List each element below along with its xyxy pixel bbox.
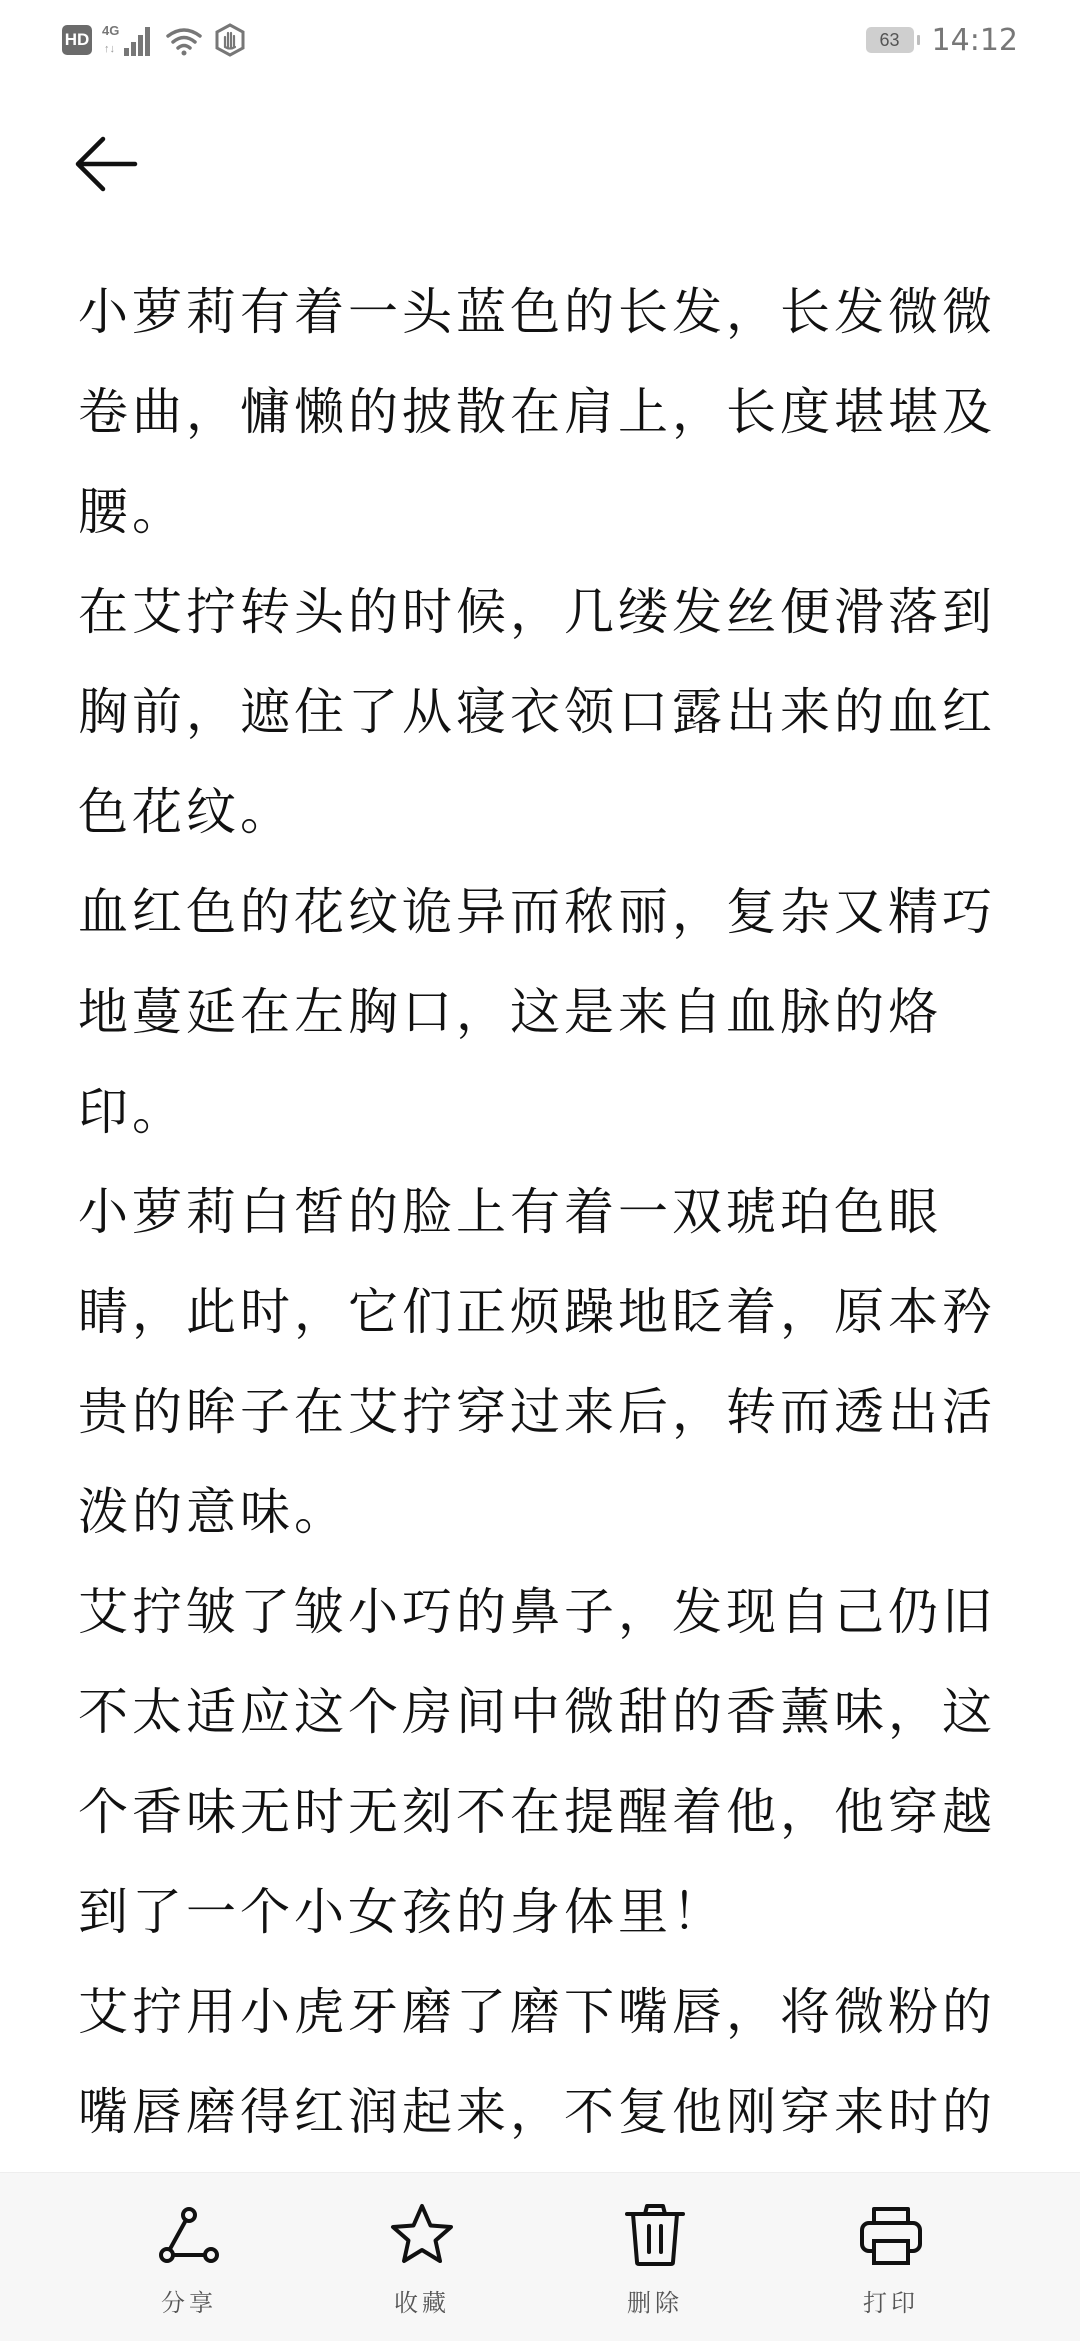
network-label: 4G xyxy=(102,23,120,38)
trash-icon xyxy=(619,2199,691,2271)
signal-icon xyxy=(100,22,156,58)
share-label: 分享 xyxy=(161,2289,217,2317)
svg-text:↑↓: ↑↓ xyxy=(104,43,115,55)
bottom-toolbar xyxy=(0,2172,1080,2341)
print-label: 打印 xyxy=(863,2289,919,2317)
star-icon xyxy=(386,2199,458,2271)
wifi-icon xyxy=(164,22,204,58)
delete-button[interactable] xyxy=(565,2173,745,2341)
arrow-left-icon xyxy=(73,131,139,197)
status-time: 14:12 xyxy=(931,22,1018,58)
status-left xyxy=(62,22,248,58)
status-bar xyxy=(0,0,1080,80)
article-paragraph-2: 在艾拧转头的时候，几缕发丝便滑落到胸前，遮住了从寝衣领口露出来的血红色花纹。 xyxy=(78,583,996,841)
article-paragraph-5: 艾拧皱了皱小巧的鼻子，发现自己仍旧不太适应这个房间中微甜的香薰味，这个香味无时无刻不在提醒着他，他穿越到了一个小女孩的身体里！ xyxy=(78,1583,996,1941)
share-icon xyxy=(153,2199,225,2271)
article-content xyxy=(78,262,1012,2172)
favorite-button[interactable] xyxy=(332,2173,512,2341)
article-paragraph-4: 小萝莉白皙的脸上有着一双琥珀色眼睛，此时，它们正烦躁地眨着，原本矜贵的眸子在艾拧穿过来后，转而透出活泼的意味。 xyxy=(78,1183,996,1541)
favorite-label: 收藏 xyxy=(394,2289,450,2317)
status-right xyxy=(866,22,1018,58)
delete-label: 删除 xyxy=(627,2289,683,2317)
article-paragraph-3: 血红色的花纹诡异而秾丽，复杂又精巧地蔓延在左胸口，这是来自血脉的烙印。 xyxy=(78,883,996,1141)
printer-icon xyxy=(855,2199,927,2271)
print-button[interactable] xyxy=(801,2173,981,2341)
article-paragraph-1: 小萝莉有着一头蓝色的长发，长发微微卷曲，慵懒的披散在肩上，长度堪堪及腰。 xyxy=(78,283,996,541)
battery-icon: 63 xyxy=(866,27,914,53)
share-button[interactable] xyxy=(99,2173,279,2341)
hd-icon: HD xyxy=(62,25,92,55)
article-paragraph-6: 艾拧用小虎牙磨了磨下嘴唇，将微粉的嘴唇磨得红润起来，不复他刚穿来时的 xyxy=(78,1983,996,2141)
back-button[interactable] xyxy=(70,128,142,200)
hand-icon xyxy=(212,22,248,58)
